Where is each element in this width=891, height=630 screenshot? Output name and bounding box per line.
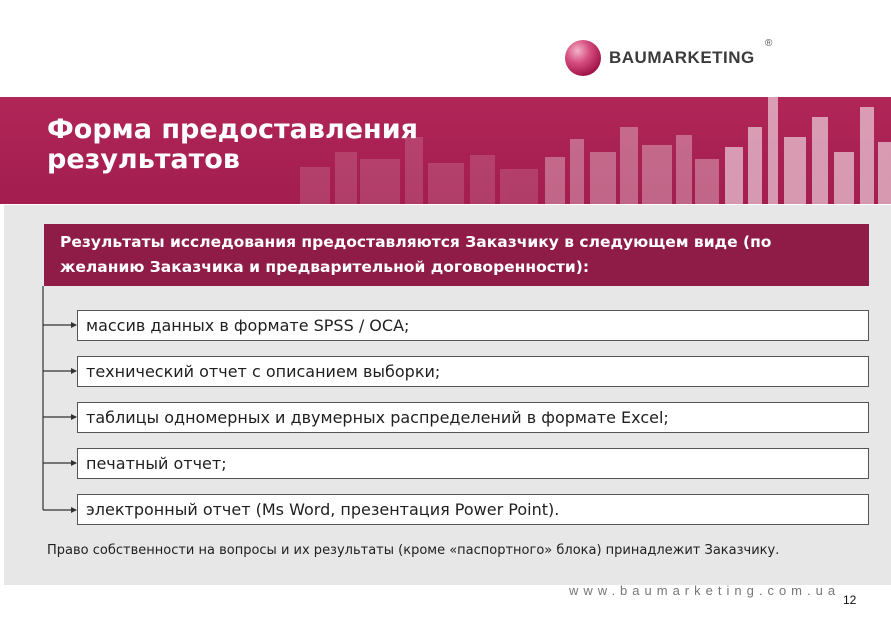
registered-mark: ®: [765, 38, 773, 49]
list-item: [77, 402, 869, 433]
intro-text: Результаты исследования предоставляются Заказчику в следующем виде (по желанию Заказчика и предварительной договоренности):: [60, 233, 772, 276]
list-item-text: таблицы одномерных и двумерных распределений в формате Excel;: [86, 408, 669, 427]
list-item: [77, 356, 869, 387]
ownership-note: Право собственности на вопросы и их результаты (кроме «паспортного» блока) принадлежит Заказчику.: [47, 543, 780, 558]
list-item-text: массив данных в формате SPSS / OCA;: [86, 316, 410, 335]
list-item-text: технический отчет с описанием выборки;: [86, 362, 441, 381]
page-number: 12: [843, 593, 857, 607]
list-item-text: печатный отчет;: [86, 454, 227, 473]
list-item-text: электронный отчет (Ms Word, презентация Power Point).: [86, 500, 560, 519]
list-item: [77, 448, 869, 479]
page-title: Форма предоставления результатов: [47, 114, 418, 175]
list-item: [77, 310, 869, 341]
logo-wordmark: BAUMARKETING: [609, 48, 755, 67]
list-item: [77, 494, 869, 525]
website-url: www.baumarketing.com.ua: [569, 583, 841, 598]
